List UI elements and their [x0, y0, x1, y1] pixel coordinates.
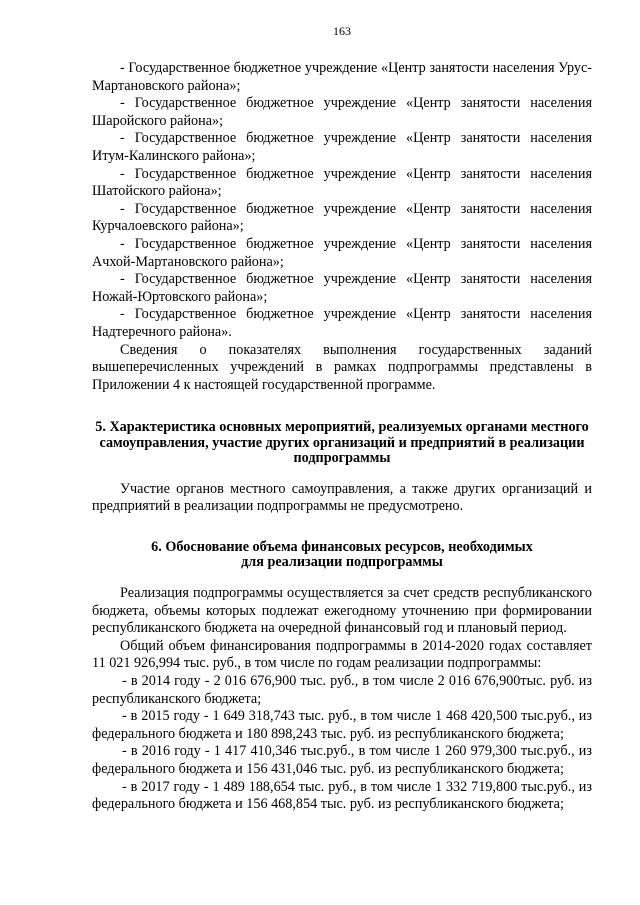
section-5-text: Участие органов местного самоуправления, а также других организаций и предприятий в реализации подпрограммы не предусмотрено.	[92, 480, 592, 515]
section-6-paragraph-2: Общий объем финансирования подпрограммы в 2014-2020 годах составляет 11 021 926,994 тыс. руб., в том числе по годам реализации подпрограммы:	[92, 637, 592, 672]
financing-year-item: - в 2014 году - 2 016 676,900 тыс. руб., в том числе 2 016 676,900тыс. руб. из республиканского бюджета;	[92, 672, 592, 707]
list-item: - Государственное бюджетное учреждение «Центр занятости населения Шаройского района»;	[92, 95, 592, 129]
list-item: - Государственное бюджетное учреждение «Центр занятости населения Курчалоевского района»;	[92, 200, 592, 235]
section-6-paragraph-1: Реализация подпрограммы осуществляется за счет средств республиканского бюджета, объемы которых подлежат ежегодному уточнению при формировании республиканского бюджета на очередной финансовый год и плановый период.	[92, 584, 592, 637]
financing-year-item: - в 2015 году - 1 649 318,743 тыс. руб., в том числе 1 468 420,500 тыс.руб., из федерального бюджета и 180 898,243 тыс. руб. из республиканского бюджета;	[92, 708, 592, 742]
list-item: - Государственное бюджетное учреждение «Центр занятости населения Шатойского района»;	[92, 165, 592, 200]
list-item: - Государственное бюджетное учреждение «Центр занятости населения Урус-Мартановского района»;	[92, 60, 592, 94]
financing-year-item: - в 2016 году - 1 417 410,346 тыс.руб., в том числе 1 260 979,300 тыс.руб., из федерального бюджета и 156 431,046 тыс. руб. из республиканского бюджета;	[92, 743, 592, 777]
list-item: - Государственное бюджетное учреждение «Центр занятости населения Ножай-Юртовского района»;	[92, 271, 592, 305]
section-6-heading-line1: 6. Обоснование объема финансовых ресурсов, необходимых	[151, 538, 533, 555]
section-6-heading-line2: для реализации подпрограммы	[241, 554, 443, 571]
financing-year-item: - в 2017 году - 1 489 188,654 тыс. руб., в том числе 1 332 719,800 тыс.руб., из федерального бюджета и 156 468,854 тыс. руб. из республиканского бюджета;	[92, 778, 592, 813]
section-6-heading	[92, 540, 592, 571]
paragraph-svedeniya: Сведения о показателях выполнения государственных заданий вышеперечисленных учреждений в рамках подпрограммы представлены в Приложении 4 к настоящей государственной программе.	[92, 341, 592, 393]
list-item: - Государственное бюджетное учреждение «Центр занятости населения Надтеречного района».	[92, 306, 592, 340]
list-item: - Государственное бюджетное учреждение «Центр занятости населения Ачхой-Мартановского района»;	[92, 235, 592, 270]
page-number: 163	[333, 24, 351, 38]
section-5-heading: 5. Характеристика основных мероприятий, реализуемых органами местного самоуправления, участие других организаций и предприятий в реализации подпрограммы	[95, 419, 589, 467]
list-item: - Государственное бюджетное учреждение «Центр занятости населения Итум-Калинского района»;	[92, 130, 592, 164]
